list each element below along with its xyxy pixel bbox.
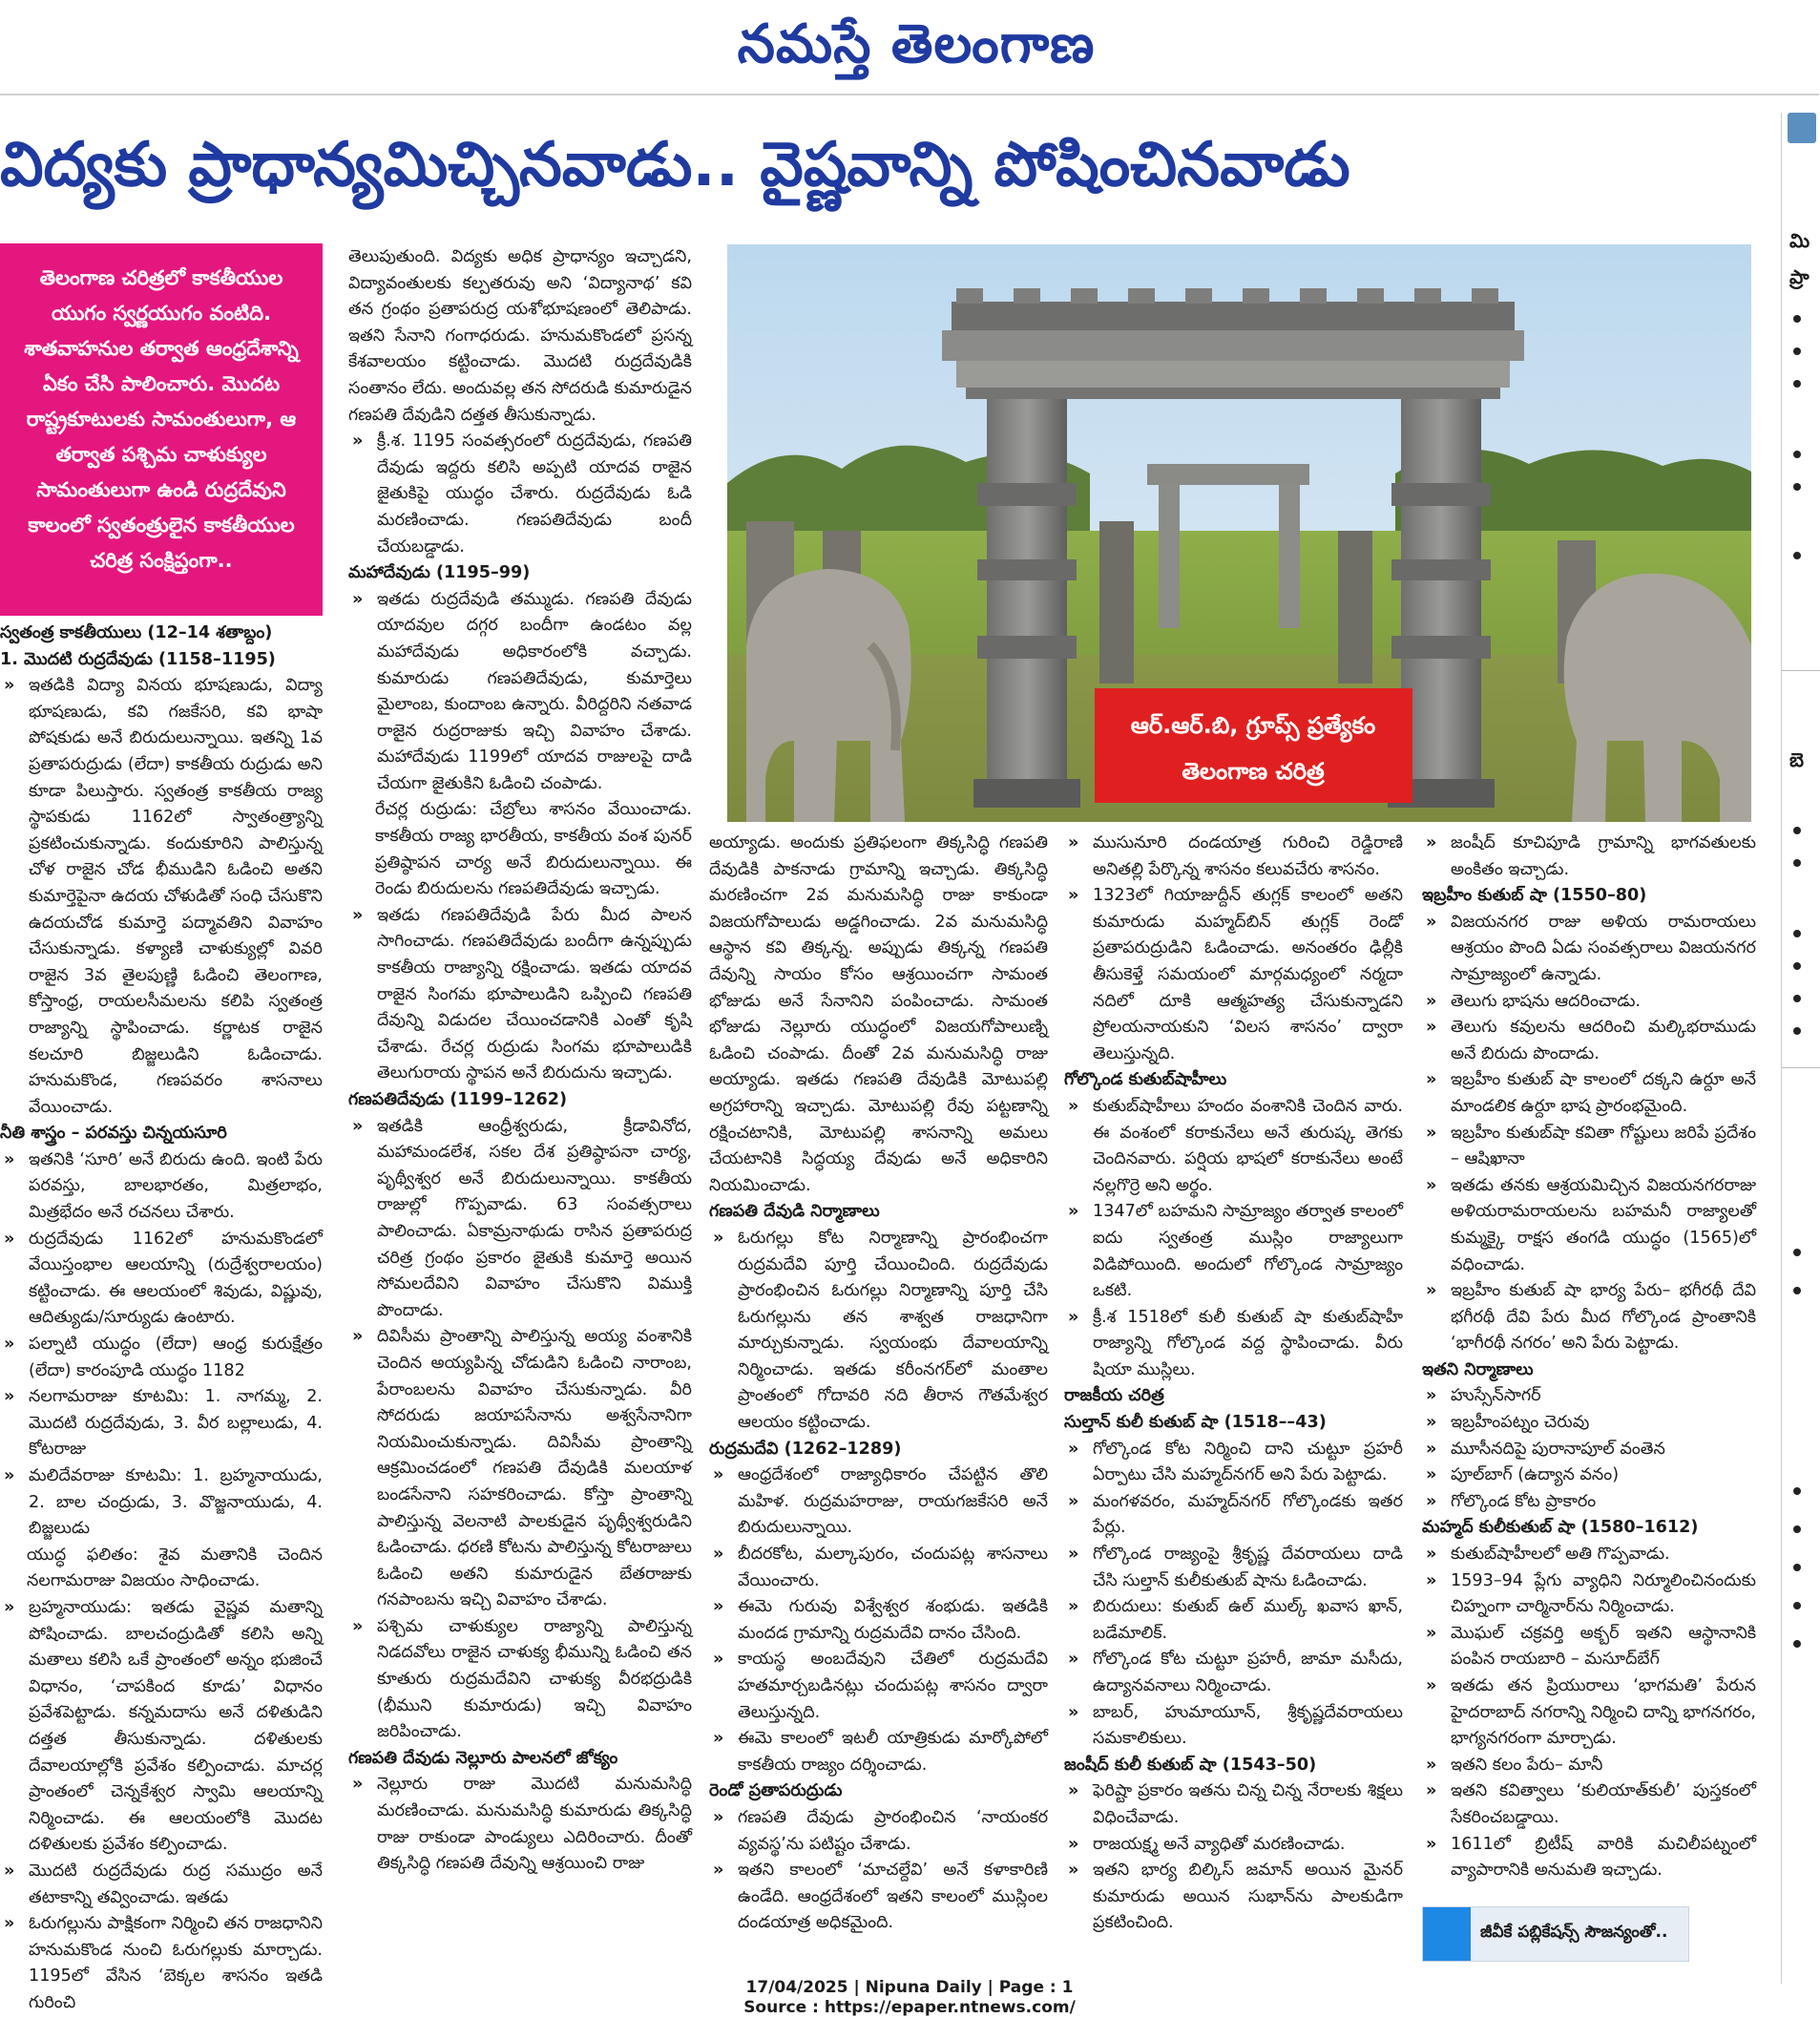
bullet-paragraph: » కాయస్థ అంబదేవుని చేతిలో రుద్రమదేవి హతమార్చబడినట్లు చందుపట్ల శాసనం ద్వారా తెలుస్తున్నది. (709, 1647, 1048, 1726)
bullet-paragraph: » నెల్లూరు రాజు మొదటి మనుమసిద్ధి మరణించాడు. మనుమసిద్ధి కుమారుడు తిక్కసిద్ధి రాజు రాకుండా పాండ్యులు ఎదిరించారు. దీంతో తిక్కసిద్ధి గణపతి దేవున్ని ఆశ్రయించి రాజు (348, 1772, 692, 1877)
article-column-1 (0, 620, 323, 2012)
footer-source-line: Source : https://epaper.ntnews.com/ (743, 1998, 1076, 2017)
section-heading: మహ్మద్ కులీకుతుబ్ షా (1580–1612) (1422, 1518, 1699, 1538)
bullet-icon (1793, 380, 1801, 388)
bullet-paragraph: » పూల్‌బాగ్ (ఉద్యాన వనం) (1422, 1462, 1756, 1489)
bullet-paragraph: » కుతుబ్‌షాహీలు హందం వంశానికి చెందిన వారు. ఈ వంశంలో కరాకునేలు అనే తురుష్క తెగకు చెందినవారు. పర్షియ భాషలో కరాకునేలు అంటే నల్లగొర్రె అని అర్థం. (1064, 1094, 1403, 1199)
bullet-paragraph: » ఇతడికి ఆంధ్రీశ్వరుడు, క్రీడావినోద, మహామండలేశ, సకల దేశ ప్రతిష్ఠాపనా చార్య, పృథ్వీశ్వర అనే బిరుదులున్నాయి. కాకతీయ రాజుల్లో గొప్పవాడు. 63 సంవత్సరాలు పాలించాడు. ఏకామ్రనాథుడు రాసిన ప్రతాపరుద్ర చరిత్ర గ్రంథం ప్రకారం జైతుకి కుమార్తె అయిన సోమలదేవిని వివాహం చేసుకొని విముక్తి పొందాడు. (348, 1114, 692, 1325)
adjacent-article-strip (1781, 113, 1819, 1984)
bullet-paragraph: » మూసీనదిపై పురానాపూల్ వంతెన (1422, 1437, 1756, 1463)
bullet-paragraph: » కుతుబ్‌షాహీలలో అతి గొప్పవాడు. (1422, 1542, 1756, 1568)
bullet-paragraph: » ఫెరిష్టా ప్రకారం ఇతను చిన్న చిన్న నేరాలకు శిక్షలు విధించేవాడు. (1064, 1778, 1403, 1831)
bullet-paragraph: » 1347లో బహమని సామ్రాజ్యం తర్వాత కాలంలో ఐదు స్వతంత్ర ముస్లిం రాజ్యాలుగా విడిపోయింది. అందులో గోల్కొండ సామ్రాజ్యం ఒకటి. (1064, 1199, 1403, 1304)
bullet-paragraph: » ఇతడికి విద్యా వినయ భూషణుడు, విద్యా భూషణుడు, కవి గజకేసరి, కవి భాషా పోషకుడు అనే బిరుదులున్నాయి. ఇతన్ని 1వ ప్రతాపరుద్రుడు (లేదా) కాకతీయ రుద్రుడు అని కూడా పిలుస్తారు. స్వతంత్ర కాకతీయ రాజ్య స్థాపకుడు 1162లో స్వాతంత్ర్యాన్ని ప్రకటించుకున్నాడు. కందుకూరిని పాలిస్తున్న చోళ రాజైన చోడ భీముడిని ఓడించి అతని కుమార్తెపైనా ఉదయ చోళుడితో సంధి చేసుకొని ఉదయచోడ కుమార్తె పద్మావతిని వివాహం చేసుకున్నాడు. కళ్యాణి చాళుక్యుల్లో వివరి రాజైన 3వ తైలపుణ్ణి ఓడించి తెలంగాణ, కోస్తాంధ్ర, రాయలసీమలను కలిపి స్వతంత్ర రాజ్యాన్ని స్థాపించాడు. కర్ణాటక రాజైన కలచూరి బిజ్జలుడిని ఓడించాడు. హనుమకొండ, గణపవరం శాసనాలు వేయించాడు. (0, 673, 323, 1121)
article-column-5 (1422, 831, 1756, 1900)
bullet-paragraph: » ఓరుగల్లు కోట నిర్మాణాన్ని ప్రారంభించగా రుద్రమదేవి పూర్తి చేయించింది. రుద్రదేవుడు ప్రారంభించిన ఓరుగల్లు నిర్మాణాన్ని పూర్తి చేసి ఓరుగల్లును తన శాశ్వత రాజధానిగా మార్చుకున్నాడు. స్వయంభు దేవాలయాన్ని నిర్మించాడు. ఇతడు కరీంనగర్‌లో మంతాల ప్రాంతంలో గోదావరి నది తీరాన గౌతమేశ్వర ఆలయం కట్టించాడు. (709, 1226, 1048, 1437)
bullet-paragraph: » ఇతడు తన ప్రియురాలు ‘భాగమతి’ పేరున హైదరాబాద్ నగరాన్ని నిర్మించి దాన్ని భాగనగరం, భాగ్యనగరంగా మార్చాడు. (1422, 1673, 1756, 1753)
bullet-paragraph: » 1323లో గియాజుద్దీన్ తుగ్లక్ కాలంలో అతని కుమారుడు మహ్మద్‌బిన్ తుగ్లక్ రెండో ప్రతాపరుద్రుడిని ఓడించాడు. అనంతరం ఢిల్లీకి తీసుకెళ్తే సమయంలో మార్గమధ్యంలో నర్మదా నదిలో దూకి ఆత్మహత్య చేసుకున్నాడని ప్రోలయనాయకుని ‘విలస శాసనం’ ద్వారా తెలుస్తున్నది. (1064, 883, 1403, 1067)
bullet-paragraph: » దివిసీమ ప్రాంతాన్ని పాలిస్తున్న అయ్య వంశానికి చెందిన అయ్యపిన్న చోడుడిని ఓడించి నారాంబ, పేరాంబలను వివాహం చేసుకున్నాడు. వీరి సోదరుడు జయాపసేనాను అశ్వసేనానిగా నియమించుకున్నాడు. దివిసీమ ప్రాంతాన్ని ఆక్రమించడంలో గణపతి దేవుడికి మలయాళ బండసేనాని సహకరించాడు. కోస్తా ప్రాంతాన్ని పాలిస్తున్న వెలనాటి పాలకుడైన పృథ్వీశ్వరుడిని ఓడించాడు. ధరణి కోటను పాలిస్తున్న కోటరాజులు ఓడించి అతని కుమారుడైన బేతరాజుకు గనపాంబను ఇచ్చి వివాహం చేశాడు. (348, 1324, 692, 1614)
section-heading: ఇబ్రహీం కుతుబ్ షా (1550–80) (1422, 886, 1647, 906)
footer-date-line: 17/04/2025 | Nipuna Daily | Page : 1 (745, 1978, 1074, 1997)
bullet-paragraph: » ఆంధ్రదేశంలో రాజ్యాధికారం చేపట్టిన తొలి మహిళ. రుద్రమహరాజు, రాయగజకేసరి అనే బిరుదులున్నాయి. (709, 1462, 1048, 1542)
bullet-paragraph: » గణపతి దేవుడు ప్రారంభించిన ‘నాయంకర వ్యవస్థ’ను పటిష్టం చేశాడు. (709, 1805, 1048, 1858)
bullet-paragraph: » ఇతడు గణపతిదేవుడి పేరు మీద పాలన సాగించాడు. గణపతిదేవుడు బందీగా ఉన్నప్పుడు కాకతీయ రాజ్యాన్ని రక్షించాడు. ఇతడు యాదవ రాజైన సింగమ భూపాలుడిని ఒప్పించి గణపతి దేవున్ని విడుదల చేయించడానికి ఎంతో కృషి చేశాడు. రేచర్ల రుద్రుడు సింగమ భూపాలుడికి తెలుగురాయ స్థాపన అనే బిరుదును ఇచ్చాడు. (348, 903, 692, 1087)
bullet-paragraph: » గోల్కొండ రాజ్యంపై శ్రీకృష్ణ దేవరాయలు దాడి చేసి సుల్తాన్ కులీకుతుబ్ షాను ఓడించాడు. (1064, 1542, 1403, 1594)
bullet-icon (1793, 930, 1801, 937)
bullet-icon (1793, 451, 1801, 458)
bullet-paragraph: » మంగళవరం, మహ్మద్‌నగర్ గోల్కొండకు ఇతర పేర్లు. (1064, 1489, 1403, 1542)
adjacent-thumbnail-icon (1788, 113, 1816, 143)
bullet-paragraph: » క్రీ.శ. 1195 సంవత్సరంలో రుద్రదేవుడు, గణపతి దేవుడు ఇద్దరు కలిసి అప్పటి యాదవ రాజైన జైతుకిపై యుద్ధం చేశారు. రుద్రదేవుడు ఓడి మరణించాడు. గణపతిదేవుడు బందీ చేయబడ్డాడు. (348, 429, 692, 560)
bullet-paragraph: » 1611లో బ్రిటీష్ వారికి మచిలీపట్నంలో వ్యాపారానికి అనుమతి ఇచ్చాడు. (1422, 1832, 1756, 1884)
body-paragraph: రేచర్ల రుద్రుడు: చేబ్రోలు శాసనం వేయించాడు. కాకతీయ రాజ్య భారతీయ, కాకతీయ వంశ పునర్ ప్రతిష్ఠాపన చార్య అనే బిరుదులున్నాయి. ఈ రెండు బిరుదులను గణపతిదేవుడు ఇచ్చాడు. (375, 800, 692, 899)
bullet-icon (1793, 827, 1801, 834)
bullet-paragraph: » నలగామరాజు కూటమి: 1. నాగమ్మ, 2. మొదటి రుద్రదేవుడు, 3. వీర బల్లాలుడు, 4. కోటరాజు (0, 1384, 323, 1463)
bullet-icon (1793, 483, 1801, 491)
divider (1782, 670, 1820, 671)
bullet-paragraph: » ఇతని భార్య బిల్కిస్ జమాన్ అయిన మైనర్ కుమారుడు అయిన సుభాన్‌ను పాలకుడిగా ప్రకటించింది. (1064, 1858, 1403, 1937)
bullet-paragraph: » ఇతని కలం పేరు– మానీ (1422, 1753, 1756, 1779)
bullet-paragraph: » రుద్రదేవుడు 1162లో హనుమకొండలో వేయిస్తంభాల ఆలయాన్ని (రుద్రేశ్వరాలయం) కట్టించాడు. ఈ ఆలయంలో శివుడు, విష్ణువు, ఆదిత్యుడు/సూర్యుడు ఉంటారు. (0, 1227, 323, 1332)
bullet-paragraph: » బ్రహ్మనాయుడు: ఇతడు వైష్ణవ మతాన్ని పోషించాడు. బాలచంద్రుడితో కలిసి అన్ని మతాలు కలిసి ఒకే ప్రాంతంలో అన్నం భుజించే విధానం, ‘చాపకింద కూడు’ విధానం ప్రవేశపెట్టాడు. కన్నమదాసు అనే దళితుడిని దత్తత తీసుకున్నాడు. దళితులకు దేవాలయాల్లోకి ప్రవేశం కల్పించాడు. మాచర్ల ప్రాంతంలో చెన్నకేశ్వర స్వామి ఆలయాన్ని నిర్మించాడు. ఈ ఆలయంలోకి మొదట దళితులకు ప్రవేశం కల్పించాడు. (0, 1595, 323, 1859)
bullet-icon (1793, 1640, 1801, 1648)
bullet-paragraph: » తెలుగు భాషను ఆదరించాడు. (1422, 989, 1756, 1016)
bullet-paragraph: » గోల్కొండ కోట ప్రాకారం (1422, 1489, 1756, 1516)
bullet-paragraph: » బీదరకోట, మల్కాపురం, చందుపట్ల శాసనాలు వేయించారు. (709, 1542, 1048, 1594)
bullet-icon (1793, 1564, 1801, 1571)
bullet-paragraph: » ఇతడు రుద్రదేవుడి తమ్ముడు. గణపతి దేవుడు యాదవుల దగ్గర బందీగా ఉండటం వల్ల మహాదేవుడు అధికారంలోకి వచ్చాడు. కుమారుడు గణపతిదేవుడు, కుమార్తెలు మైలాంబ, కుందాంబ ఉన్నారు. వీరిద్దరిని నతవాడ రాజైన రుద్రరాజుకు ఇచ్చి వివాహం చేశాడు. మహాదేవుడు 1199లో యాదవ రాజులపై దాడి చేయగా జైతుకిని ఓడించి చంపాడు. (348, 587, 692, 798)
bullet-icon (1793, 552, 1801, 559)
section-heading: నీతి శాస్త్రం – పరవస్తు చిన్నయసూరి (0, 1124, 227, 1144)
bullet-icon (1793, 1525, 1801, 1533)
section-heading: మహాదేవుడు (1195–99) (348, 563, 531, 583)
bullet-paragraph: » విజయనగర రాజు అళియ రామరాయలు ఆశ్రయం పొంది ఏడు సంవత్సరాలు విజయనగర సామ్రాజ్యంలో ఉన్నాడు. (1422, 910, 1756, 989)
section-heading: గణపతి దేవుడి నిర్మాణాలు (709, 1202, 880, 1222)
banner-title: ఆర్.ఆర్.బి, గ్రూప్స్ ప్రత్యేకం (1130, 712, 1376, 739)
adjacent-heading-fragment: ప్రా (1789, 265, 1810, 288)
banner-subtitle: తెలంగాణ చరిత్ర (1182, 758, 1325, 785)
section-heading: రెండో ప్రతాపరుద్రుడు (709, 1781, 843, 1801)
section-heading: 1. మొదటి రుద్రదేవుడు (1158–1195) (0, 649, 276, 669)
section-heading: రుద్రమదేవి (1262–1289) (709, 1439, 902, 1459)
credit-text: జీవీకే పబ్లికేషన్స్ సౌజన్యంతో.. (1480, 1923, 1668, 1942)
bullet-icon (1793, 1602, 1801, 1609)
newspaper-logo: నమస్తే తెలంగాణ (737, 12, 1096, 75)
section-heading: గణపతిదేవుడు (1199–1262) (348, 1090, 568, 1109)
bullet-paragraph: » ఓరుగల్లును పాక్షికంగా నిర్మించి తన రాజధానిని హనుమకొండ నుంచి ఓరుగల్లుకు మార్చాడు. 1195లో వేసిన ‘బెక్కల శాసనం ఇతడి గురించి (0, 1911, 323, 2016)
bullet-paragraph: » మొదటి రుద్రదేవుడు రుద్ర సముద్రం అనే తటాకాన్ని తవ్వించాడు. ఇతడు (0, 1859, 323, 1911)
divider (1782, 1067, 1820, 1068)
article-headline: విద్యకు ప్రాధాన్యమిచ్చినవాడు.. వైష్ణవాన్ని పోషించినవాడు (0, 130, 1350, 200)
bullet-paragraph: » తెలుగు కవులను ఆదరించి మల్కిభరాముడు అనే బిరుదు పొందాడు. (1422, 1015, 1756, 1067)
bullet-icon (1793, 347, 1801, 355)
masthead (0, 0, 1819, 95)
section-heading: స్వతంత్ర కాకతీయులు (12–14 శతాబ్దం) (0, 623, 273, 642)
bullet-paragraph: » జంషీద్ కూచిపూడి గ్రామాన్ని భాగవతులకు అంకితం ఇచ్చాడు. (1422, 831, 1756, 883)
bullet-paragraph: » హుస్సేన్‌సాగర్ (1422, 1383, 1756, 1410)
bullet-paragraph: » బిరుదులు: కుతుబ్ ఉల్ ముల్క్ ఖవాస ఖాన్, బడేమాలిక్. (1064, 1594, 1403, 1647)
bullet-paragraph: » ఇబ్రహీం కుతుబ్‌షా కవితా గోష్టులు జరిపే ప్రదేశం – ఆషిఖానా (1422, 1121, 1756, 1173)
bullet-paragraph: » 1593–94 ప్లేగు వ్యాధిని నిర్మూలించినందుకు చిహ్నంగా చార్మినార్‌ను నిర్మించాడు. (1422, 1568, 1756, 1621)
credit-square-icon (1423, 1907, 1471, 1961)
bullet-paragraph: » ముసునూరి దండయాత్ర గురించి రెడ్డిరాణి అనితల్లి పేర్కొన్న శాసనం కలువచేరు శాసనం. (1064, 831, 1403, 883)
body-paragraph: తెలుపుతుంది. విద్యకు అధిక ప్రాధాన్యం ఇచ్చాడని, విద్యావంతులకు కల్పతరువు అని ‘విద్యానాథ’ కవి తన గ్రంథం ప్రతాపరుద్ర యశోభూషణంలో తెలిపాడు. ఇతని సేనాని గంగాధరుడు. హనుమకొండలో ప్రసన్న కేశవాలయం కట్టించాడు. మొదటి రుద్రదేవుడికి సంతానం లేదు. అందువల్ల తన సోదరుడి కుమారుడైన గణపతి దేవుడిని దత్తత తీసుకున్నాడు. (348, 247, 692, 425)
page-footer (0, 1978, 1819, 2035)
body-paragraph: యుద్ధ ఫలితం: శైవ మతానికి చెందిన నలగామరాజు విజయం సాధించాడు. (27, 1545, 323, 1591)
bullet-icon (1793, 962, 1801, 970)
bullet-paragraph: » ఇతని కవిత్వాలు ‘కులియాత్‌కులీ’ పుస్తకంలో సేకరించబడ్డాయి. (1422, 1778, 1756, 1831)
bullet-paragraph: » ఇబ్రహీంపట్నం చెరువు (1422, 1410, 1756, 1437)
adjacent-heading-fragment: మి (1789, 229, 1810, 252)
bullet-paragraph: » ఇతని కాలంలో ‘మాచల్దేవి’ అనే కళాకారిణి ఉండేది. ఆంధ్రదేశంలో ఇతని కాలంలో ముస్లింల దండయాత్ర అధికమైంది. (709, 1858, 1048, 1937)
section-heading: గోల్కొండ కుతుబ్‌షాహీలు (1064, 1070, 1227, 1090)
bullet-icon (1793, 1249, 1801, 1256)
article-column-3 (709, 831, 1048, 1966)
section-heading: రాజకీయ చరిత్ర (1064, 1386, 1164, 1406)
bullet-paragraph: » మలిదేవరాజు కూటమి: 1. బ్రహ్మనాయుడు, 2. బాల చంద్రుడు, 3. వొజ్జనాయుడు, 4. బిజ్జలుడు (0, 1463, 323, 1543)
bullet-paragraph: » గోల్కొండ కోట నిర్మించి దాని చుట్టూ ప్రహరీ ఏర్పాటు చేసి మహ్మద్‌నగర్ అని పేరు పెట్టాడు. (1064, 1437, 1403, 1489)
kakatiya-arch-image (727, 244, 1751, 822)
article-column-2 (348, 244, 692, 1963)
intro-box: తెలంగాణ చరిత్రలో కాకతీయుల యుగం స్వర్ణయుగం వంటిది. శాతవాహనుల తర్వాత ఆంధ్రదేశాన్ని ఏకం చేసి పాలించారు. మొదట రాష్ట్రకూటులకు సామంతులుగా, ఆ తర్వాత పశ్చిమ చాళుక్యుల సామంతులుగా ఉండి రుద్రదేవుని కాలంలో స్వతంత్రులైన కాకతీయుల చరిత్ర సంక్షిప్తంగా.. (0, 243, 323, 616)
bullet-icon (1793, 1027, 1801, 1035)
bullet-paragraph: » రాజయక్ష్మ అనే వ్యాధితో మరణించాడు. (1064, 1832, 1403, 1859)
bullet-paragraph: » బాబర్, హుమాయూన్, శ్రీకృష్ణదేవరాయలు సమకాలికులు. (1064, 1700, 1403, 1753)
bullet-paragraph: » పశ్చిమ చాళుక్యుల రాజ్యాన్ని పాలిస్తున్న నిడదవోలు రాజైన చాళుక్య భీమున్ని ఓడించి తన కూతురు రుద్రమదేవిని చాళుక్య వీరభద్రుడికి (భీముని కుమారుడు) ఇచ్చి వివాహం జరిపించాడు. (348, 1614, 692, 1746)
bullet-paragraph: » పల్నాటి యుద్ధం (లేదా) ఆంధ్ర కురుక్షేత్రం (లేదా) కారంపూడి యుద్ధం 1182 (0, 1332, 323, 1384)
bullet-paragraph: » ఇబ్రహీం కుతుబ్ షా కాలంలో దక్కని ఉర్దూ అనే మాండలిక ఉర్దూ భాష ప్రారంభమైంది. (1422, 1067, 1756, 1120)
bullet-paragraph: » ఈమె గురువు విశ్వేశ్వర శంభుడు. ఇతడికి మందడ గ్రామాన్ని రుద్రమదేవి దానం చేసింది. (709, 1594, 1048, 1647)
bullet-paragraph: » మొఘల్ చక్రవర్తి అక్బర్ ఇతని ఆస్థానానికి పంపిన రాయబారి – మసూద్‌బేగ్ (1422, 1621, 1756, 1673)
section-heading: గణపతి దేవుడు నెల్లూరు పాలనలో జోక్యం (348, 1748, 618, 1768)
warangal-fort-photo (727, 244, 1751, 822)
bullet-paragraph: » ఇబ్రహీం కుతుబ్ షా భార్య పేరు– భగీరథీ దేవి భగీరథీ దేవి పేరు మీద గోల్కొండ ప్రాంతానికి ‘భాగీరథీ నగరం’ అని పేరు పెట్టాడు. (1422, 1278, 1756, 1357)
bullet-icon (1793, 859, 1801, 867)
bullet-paragraph: » గోల్కొండ కోట చుట్టూ ప్రహరీ, జామా మసీదు, ఉద్యానవనాలు నిర్మించాడు. (1064, 1647, 1403, 1699)
body-paragraph: అయ్యాడు. అందుకు ప్రతిఫలంగా తిక్కసిద్ధి గణపతి దేవుడికి పాకనాడు గ్రామాన్ని ఇచ్చాడు. తిక్కసిద్ధి మరణించగా 2వ మనుమసిద్ధి రాజు కాకుండా విజయగోపాలుడు అడ్డగించాడు. 2వ మనుమసిద్ధి ఆస్థాన కవి తిక్కన్న. అప్పుడు తిక్కన్న గణపతి దేవున్ని సాయం కోసం ఆశ్రయించగా సామంత భోజుడు అనే సేనానిని పంపించాడు. సామంత భోజుడు నెల్లూరు యుద్ధంలో విజయగోపాలుణ్ని ఓడించి చంపాడు. దీంతో 2వ మనుమసిద్ధి రాజు అయ్యాడు. ఇతడు గణపతి దేవుడికి మోటుపల్లి అగ్రహారాన్ని ఇచ్చాడు. మోటుపల్లి రేవు పట్టణాన్ని రక్షించటానికి, మోటుపల్లి శాసనాన్ని అమలు చేయటానికి సిద్ధయ్య దేవుడు అనే అధికారిని నియమించాడు. (709, 833, 1048, 1195)
bullet-paragraph: » క్రీ.శ 1518లో కులీ కుతుబ్ షా కుతుబ్‌షాహీ రాజ్యాన్ని గోల్కొండ వద్ద స్థాపించాడు. వీరు షియా ముస్లిలు. (1064, 1305, 1403, 1384)
section-heading: ఇతని నిర్మాణాలు (1422, 1359, 1534, 1379)
bullet-icon (1793, 315, 1801, 323)
bullet-icon (1793, 1487, 1801, 1495)
bullet-paragraph: » ఇతడు తనకు ఆశ్రయమిచ్చిన విజయనగరరాజు అళియరామరాయలను బహమనీ రాజ్యాలతో కుమ్మక్కై రాక్షస తంగడి యుద్ధం (1565)లో వధించాడు. (1422, 1173, 1756, 1278)
bullet-paragraph: » ఇతనికి ‘సూరి’ అనే బిరుదు ఉంది. ఇంటి పేరు పరవస్తు, బాలభారతం, మిత్రలాభం, మిత్రభేదం అనే రచనలు చేశారు. (0, 1147, 323, 1227)
article-column-4 (1064, 831, 1403, 1966)
banner-background (1095, 688, 1412, 803)
section-heading: సుల్తాన్ కులీ కుతుబ్ షా (1518––43) (1064, 1413, 1327, 1433)
adjacent-heading-fragment: బె (1789, 748, 1804, 771)
bullet-icon (1793, 995, 1801, 1002)
section-heading: జంషీద్ కులీ కుతుబ్ షా (1543–50) (1064, 1755, 1317, 1775)
bullet-icon (1793, 1287, 1801, 1294)
bullet-paragraph: » ఈమె కాలంలో ఇటలీ యాత్రికుడు మార్కోపోలో కాకతీయ రాజ్యం దర్శించాడు. (709, 1726, 1048, 1778)
publication-credit (1422, 1906, 1689, 1962)
